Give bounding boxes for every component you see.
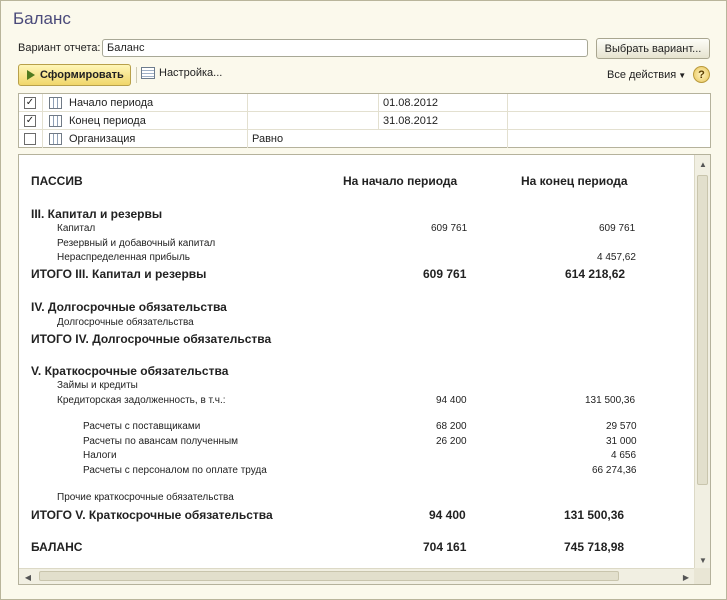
report-row-start: 26 200: [436, 436, 467, 447]
report-row-end: 131 500,36: [585, 395, 636, 406]
chevron-down-icon: ▼: [678, 71, 687, 80]
window-title: Баланс: [13, 9, 71, 28]
report-row-label: Займы и кредиты: [57, 380, 138, 391]
report-total-label: БАЛАНС: [31, 540, 83, 554]
report-row-label: Капитал: [57, 223, 96, 234]
report-section-header: ПАССИВ: [31, 174, 83, 188]
column-divider: [507, 112, 508, 130]
play-icon: [27, 70, 35, 80]
scroll-right-icon[interactable]: ▶: [682, 572, 690, 582]
column-header-end: На конец периода: [521, 174, 628, 188]
column-divider: [247, 94, 248, 112]
param-checkbox[interactable]: ✓: [25, 115, 35, 126]
generate-button[interactable]: [18, 64, 131, 86]
report-row-end: 29 570: [606, 421, 637, 432]
vertical-scrollbar[interactable]: [694, 155, 710, 569]
report-total-end: 614 218,62: [565, 267, 626, 281]
report-row-end: 4 457,62: [597, 252, 636, 263]
calendar-icon: [49, 115, 62, 127]
report-row-end: 609 761: [599, 223, 636, 234]
report-total-label: ИТОГО V. Краткосрочные обязательства: [31, 508, 273, 522]
param-name: Конец периода: [69, 115, 146, 127]
parameters-table: [18, 93, 711, 148]
report-row-start: 94 400: [436, 395, 467, 406]
horizontal-scroll-thumb[interactable]: [39, 571, 619, 581]
param-name: Организация: [69, 133, 136, 145]
horizontal-scrollbar[interactable]: [19, 568, 695, 584]
calendar-icon: [49, 97, 62, 109]
organization-icon: [49, 133, 62, 145]
report-row-end: 4 656: [611, 450, 637, 461]
report-row-label: Кредиторская задолженность, в т.ч.:: [57, 395, 226, 406]
param-row[interactable]: [19, 94, 710, 112]
column-divider: [42, 112, 43, 130]
report-total-start: 609 761: [423, 267, 467, 281]
report-row-label: Долгосрочные обязательства: [57, 317, 194, 328]
help-button[interactable]: ?: [693, 66, 710, 83]
column-divider: [42, 130, 43, 148]
scrollbar-corner: [694, 568, 710, 584]
column-divider: [507, 130, 508, 148]
param-row[interactable]: [19, 130, 710, 148]
vertical-scroll-thumb[interactable]: [697, 175, 708, 485]
column-divider: [42, 94, 43, 112]
report-row-label: Прочие краткосрочные обязательства: [57, 492, 234, 503]
column-header-start: На начало периода: [343, 174, 458, 188]
scroll-left-icon[interactable]: ◀: [24, 572, 32, 582]
column-divider: [247, 112, 248, 130]
report-row-start: 609 761: [431, 223, 468, 234]
report-total-end: 745 718,98: [564, 540, 625, 554]
report-total-start: 94 400: [429, 508, 466, 522]
report-row-label: V. Краткосрочные обязательства: [31, 364, 229, 378]
settings-label: Настройка...: [159, 67, 223, 79]
settings-icon: [141, 67, 155, 79]
report-total-label: ИТОГО III. Капитал и резервы: [31, 267, 207, 281]
report-row-label: Расчеты с поставщиками: [83, 421, 201, 432]
report-total-end: 131 500,36: [564, 508, 625, 522]
report-row-label: IV. Долгосрочные обязательства: [31, 300, 227, 314]
param-checkbox[interactable]: ✓: [25, 97, 35, 108]
choose-variant-button[interactable]: Выбрать вариант...: [596, 38, 710, 59]
report-area[interactable]: [18, 154, 711, 585]
report-row-end: 66 274,36: [592, 465, 637, 476]
all-actions-menu[interactable]: [607, 69, 686, 81]
report-document: [19, 155, 695, 569]
variant-label: Вариант отчета:: [18, 42, 101, 54]
report-row-label: Расчеты по авансам полученным: [83, 436, 239, 447]
all-actions-label: Все действия: [607, 69, 677, 81]
report-row-label: III. Капитал и резервы: [31, 207, 163, 221]
toolbar-separator: [136, 67, 137, 83]
report-total-start: 704 161: [423, 540, 467, 554]
variant-input[interactable]: Баланс: [102, 39, 588, 57]
param-value[interactable]: 31.08.2012: [383, 115, 439, 127]
param-checkbox[interactable]: [24, 133, 36, 145]
param-name: Начало периода: [69, 97, 154, 109]
column-divider: [507, 94, 508, 112]
report-row-label: Налоги: [83, 450, 117, 461]
column-divider: [378, 94, 379, 112]
report-row-end: 31 000: [606, 436, 637, 447]
report-row-label: Нераспределенная прибыль: [57, 252, 191, 263]
column-divider: [247, 130, 248, 148]
scroll-down-icon[interactable]: ▼: [699, 555, 707, 565]
param-row[interactable]: [19, 112, 710, 130]
report-row-label: Резервный и добавочный капитал: [57, 238, 216, 249]
generate-button-label: Сформировать: [40, 69, 124, 81]
param-condition[interactable]: Равно: [252, 133, 284, 145]
param-value[interactable]: 01.08.2012: [383, 97, 439, 109]
report-total-label: ИТОГО IV. Долгосрочные обязательства: [31, 332, 272, 346]
column-divider: [378, 112, 379, 130]
report-row-label: Расчеты с персоналом по оплате труда: [83, 465, 267, 476]
settings-button[interactable]: [141, 67, 222, 79]
scroll-up-icon[interactable]: ▲: [699, 159, 707, 169]
report-row-start: 68 200: [436, 421, 467, 432]
